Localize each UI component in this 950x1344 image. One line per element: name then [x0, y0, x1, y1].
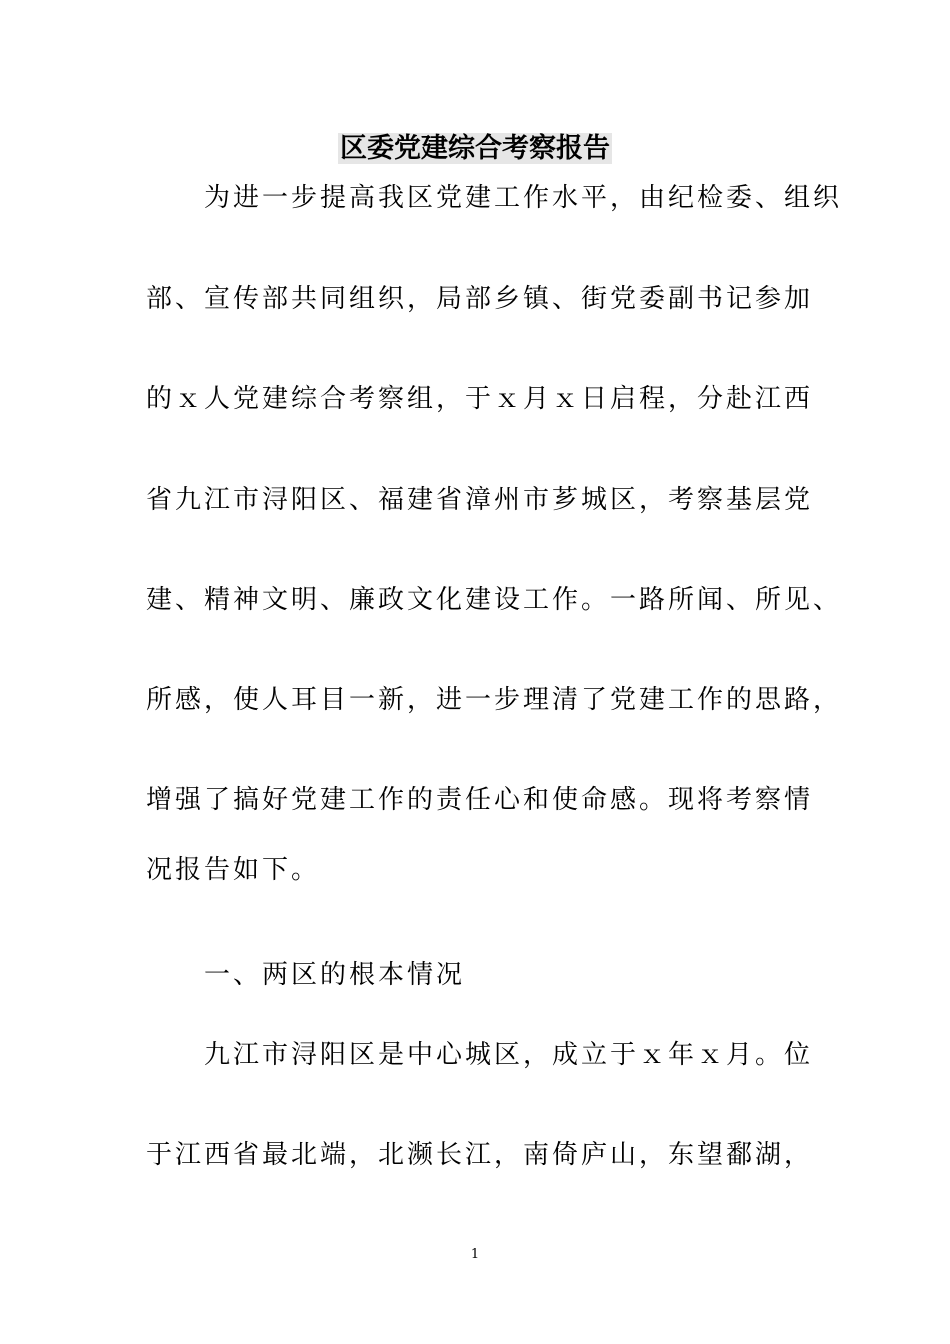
document-title-text: 区委党建综合考察报告	[340, 133, 610, 164]
body-line: 建、精神文明、廉政文化建设工作。一路所闻、所见、	[146, 585, 843, 615]
body-line: 部、宣传部共同组织，局部乡镇、街党委副书记参加	[146, 284, 814, 314]
body-line: 省九江市浔阳区、福建省漳州市芗城区，考察基层党	[146, 485, 814, 515]
body-line: 所感，使人耳目一新，进一步理清了党建工作的思路，	[146, 685, 843, 715]
section-heading: 一、两区的根本情况	[146, 960, 466, 990]
document-title	[0, 131, 950, 167]
body-line: 九江市浔阳区是中心城区，成立于ｘ年ｘ月。位	[146, 1040, 814, 1070]
body-line: 于江西省最北端，北濒长江，南倚庐山，东望鄱湖，	[146, 1140, 814, 1170]
page-number: 1	[470, 1247, 480, 1262]
body-line: 增强了搞好党建工作的责任心和使命感。现将考察情	[146, 785, 814, 815]
body-line: 的ｘ人党建综合考察组，于ｘ月ｘ日启程，分赴江西	[146, 384, 814, 414]
body-line: 况报告如下。	[146, 855, 321, 885]
body-line: 为进一步提高我区党建工作水平，由纪检委、组织	[146, 183, 843, 213]
